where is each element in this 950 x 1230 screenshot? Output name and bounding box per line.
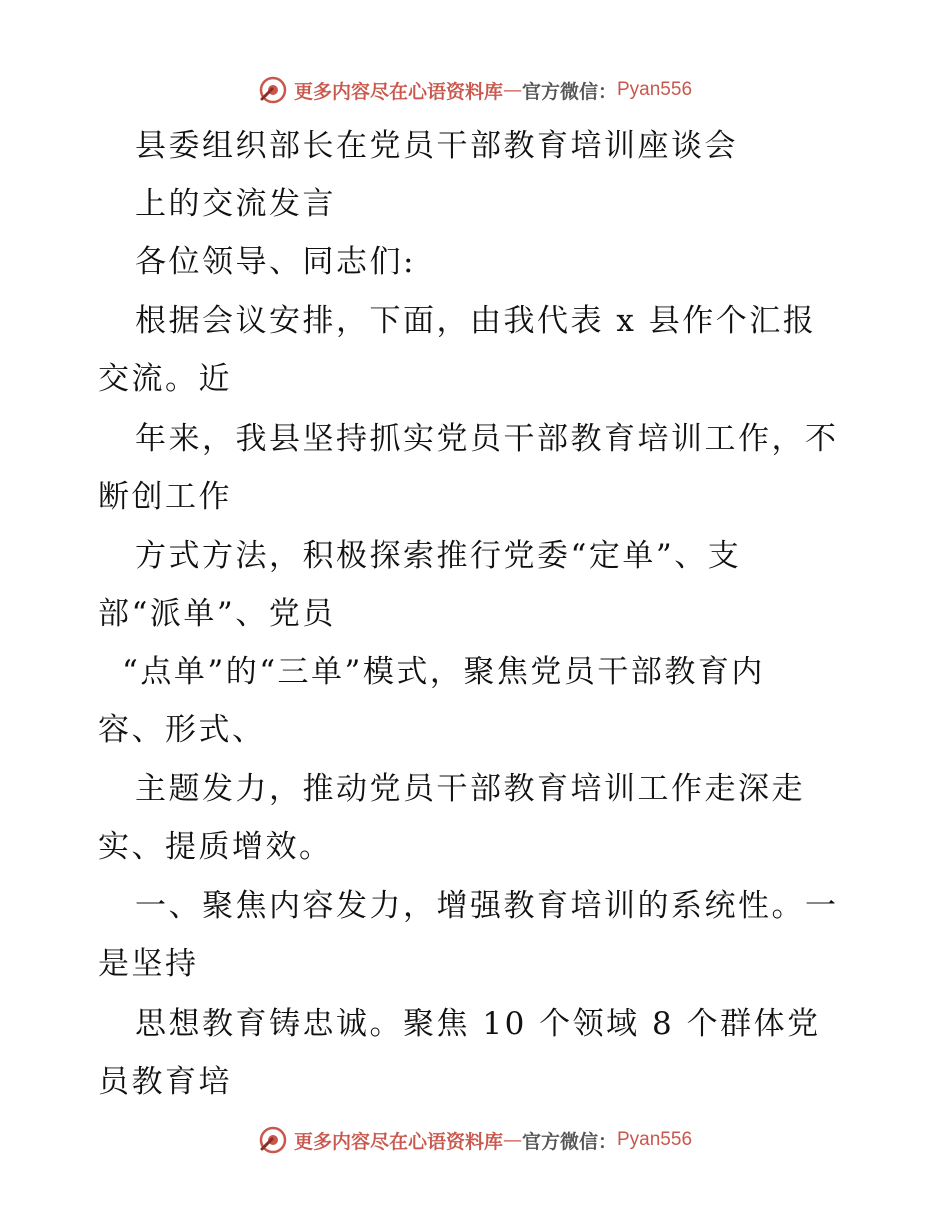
brand-logo-icon bbox=[258, 75, 288, 105]
brand-logo-icon bbox=[258, 1125, 288, 1155]
wechat-label: 官方微信： bbox=[521, 80, 617, 103]
brand-text: 更多内容尽在心语资料库 bbox=[293, 1130, 503, 1153]
document-title-continued: 上的交流发言 bbox=[135, 186, 336, 222]
text-line: 思想教育铸忠诚。聚焦 10 个领域 8 个群体党 bbox=[135, 1006, 821, 1042]
text-line: “点单”的“三单”模式，聚焦党员干部教育内 bbox=[122, 654, 765, 690]
wechat-label: 官方微信： bbox=[521, 1130, 617, 1153]
text-line: 交流。近 bbox=[98, 361, 232, 397]
text-line: 根据会议安排，下面，由我代表 x 县作个汇报 bbox=[135, 303, 817, 339]
text-line: 主题发力，推动党员干部教育培训工作走深走 bbox=[135, 771, 805, 807]
brand-text: 更多内容尽在心语资料库 bbox=[293, 80, 503, 103]
text-line: 部“派单”、党员 bbox=[98, 596, 336, 632]
footer-banner bbox=[0, 1120, 950, 1160]
text-line: 方式方法，积极探索推行党委“定单”、支 bbox=[135, 538, 742, 574]
text-line: 断创工作 bbox=[98, 479, 232, 515]
salutation: 各位领导、同志们: bbox=[135, 244, 416, 280]
header-banner bbox=[0, 70, 950, 110]
wechat-id: Pyan556 bbox=[617, 79, 693, 100]
text-line: 是坚持 bbox=[98, 946, 199, 982]
text-line: 实、提质增效。 bbox=[98, 829, 333, 865]
document-title: 县委组织部长在党员干部教育培训座谈会 bbox=[135, 128, 738, 164]
banner-separator: — bbox=[502, 79, 522, 101]
section-heading-line: 一、聚焦内容发力，增强教育培训的系统性。一 bbox=[135, 888, 839, 924]
text-line: 年来，我县坚持抓实党员干部教育培训工作，不 bbox=[135, 421, 839, 457]
banner-separator: — bbox=[502, 1129, 522, 1151]
text-line: 容、形式、 bbox=[98, 712, 266, 748]
wechat-id: Pyan556 bbox=[617, 1129, 693, 1150]
text-line: 员教育培 bbox=[98, 1064, 232, 1100]
